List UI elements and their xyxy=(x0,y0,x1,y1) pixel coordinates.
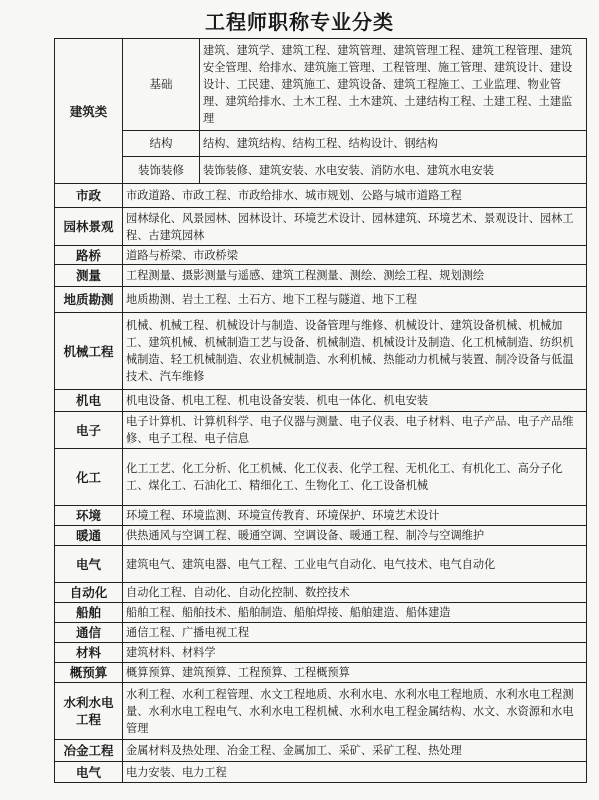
table-row xyxy=(55,603,587,623)
majors-cell: 电力安装、电力工程 xyxy=(123,762,587,783)
majors-cell: 工程测量、摄影测量与遥感、建筑工程测量、测绘、测绘工程、规划测绘 xyxy=(123,265,587,287)
table-row xyxy=(55,265,587,287)
table-row xyxy=(55,131,587,157)
majors-cell: 通信工程、广播电视工程 xyxy=(123,623,587,643)
table-row xyxy=(55,583,587,603)
category-cell: 市政 xyxy=(55,184,123,208)
category-cell: 通信 xyxy=(55,623,123,643)
majors-cell: 金属材料及热处理、冶金工程、金属加工、采矿、采矿工程、热处理 xyxy=(123,740,587,762)
majors-cell: 建筑电气、建筑电器、电气工程、工业电气自动化、电气技术、电气自动化 xyxy=(123,546,587,583)
category-cell: 路桥 xyxy=(55,246,123,265)
table-row xyxy=(55,390,587,412)
majors-cell: 建筑、建筑学、建筑工程、建筑管理、建筑管理工程、建筑工程管理、建筑安全管理、给排水、建筑施工管理、工程管理、施工管理、建筑设计、建设设计、工民建、建筑施工、建筑设备、建筑工程施工、工业监理、物业管理、建筑给排水、土木工程、土木建筑、土建结构工程、土建工程、土建监理 xyxy=(200,39,587,131)
majors-cell: 市政道路、市政工程、市政给排水、城市规划、公路与城市道路工程 xyxy=(123,184,587,208)
table-row xyxy=(55,313,587,390)
category-cell: 地质勘测 xyxy=(55,287,123,313)
majors-cell: 地质勘测、岩土工程、土石方、地下工程与隧道、地下工程 xyxy=(123,287,587,313)
majors-cell: 环境工程、环境监测、环境宣传教育、环境保护、环境艺术设计 xyxy=(123,506,587,526)
table-row xyxy=(55,740,587,762)
category-cell: 水利水电工程 xyxy=(55,683,123,740)
category-cell: 电气 xyxy=(55,546,123,583)
table-row xyxy=(55,526,587,546)
category-cell: 冶金工程 xyxy=(55,740,123,762)
table-row xyxy=(55,246,587,265)
majors-cell: 供热通风与空调工程、暖通空调、空调设备、暖通工程、制冷与空调维护 xyxy=(123,526,587,546)
category-cell: 自动化 xyxy=(55,583,123,603)
majors-cell: 机械、机械工程、机械设计与制造、设备管理与维修、机械设计、建筑设备机械、机械加工、建筑机械、机械制造工艺与设备、机械制造、机械设计及制造、化工机械制造、纺织机械制造、轻工机械制造、农业机械制造、水利机械、热能动力机械与装置、制冷设备与低温技术、汽车维修 xyxy=(123,313,587,390)
majors-cell: 化工工艺、化工分析、化工机械、化工仪表、化学工程、无机化工、有机化工、高分子化工、煤化工、石油化工、精细化工、生物化工、化工设备机械 xyxy=(123,449,587,506)
subcategory-cell: 结构 xyxy=(123,131,200,157)
majors-cell: 道路与桥梁、市政桥梁 xyxy=(123,246,587,265)
category-cell: 机电 xyxy=(55,390,123,412)
category-cell: 电子 xyxy=(55,412,123,449)
majors-cell: 结构、建筑结构、结构工程、结构设计、钢结构 xyxy=(200,131,587,157)
table-row xyxy=(55,157,587,184)
table-row xyxy=(55,39,587,131)
table-row xyxy=(55,449,587,506)
majors-cell: 建筑材料、材料学 xyxy=(123,643,587,663)
category-cell: 暖通 xyxy=(55,526,123,546)
category-cell: 化工 xyxy=(55,449,123,506)
table-row xyxy=(55,184,587,208)
category-cell: 材料 xyxy=(55,643,123,663)
category-cell: 机械工程 xyxy=(55,313,123,390)
majors-cell: 船舶工程、船舶技术、船舶制造、船舶焊接、船舶建造、船体建造 xyxy=(123,603,587,623)
table-row xyxy=(55,208,587,246)
table-row xyxy=(55,762,587,783)
table-row xyxy=(55,643,587,663)
majors-cell: 园林绿化、风景园林、园林设计、环境艺术设计、园林建筑、环境艺术、景观设计、园林工程、古建筑园林 xyxy=(123,208,587,246)
majors-cell: 电子计算机、计算机科学、电子仪器与测量、电子仪表、电子材料、电子产品、电子产品维修、电子工程、电子信息 xyxy=(123,412,587,449)
table-row xyxy=(55,623,587,643)
classification-table xyxy=(54,38,587,783)
subcategory-cell: 装饰装修 xyxy=(123,157,200,184)
majors-cell: 水利工程、水利工程管理、水文工程地质、水利水电、水利水电工程地质、水利水电工程测量、水利水电工程电气、水利水电工程机械、水利水电工程金属结构、水文、水资源和水电管理 xyxy=(123,683,587,740)
table-row xyxy=(55,506,587,526)
category-cell: 概预算 xyxy=(55,663,123,683)
majors-cell: 概算预算、建筑预算、工程预算、工程概预算 xyxy=(123,663,587,683)
subcategory-cell: 基础 xyxy=(123,39,200,131)
majors-cell: 装饰装修、建筑安装、水电安装、消防水电、建筑水电安装 xyxy=(200,157,587,184)
majors-cell: 机电设备、机电工程、机电设备安装、机电一体化、机电安装 xyxy=(123,390,587,412)
majors-cell: 自动化工程、自动化、自动化控制、数控技术 xyxy=(123,583,587,603)
category-cell: 园林景观 xyxy=(55,208,123,246)
table-row xyxy=(55,412,587,449)
table-row xyxy=(55,683,587,740)
category-cell: 环境 xyxy=(55,506,123,526)
category-cell: 电气 xyxy=(55,762,123,783)
table-row xyxy=(55,287,587,313)
category-cell: 测量 xyxy=(55,265,123,287)
table-row xyxy=(55,663,587,683)
table-row xyxy=(55,546,587,583)
document-title: 工程师职称专业分类 xyxy=(205,10,394,34)
category-cell: 建筑类 xyxy=(55,39,123,184)
category-cell: 船舶 xyxy=(55,603,123,623)
